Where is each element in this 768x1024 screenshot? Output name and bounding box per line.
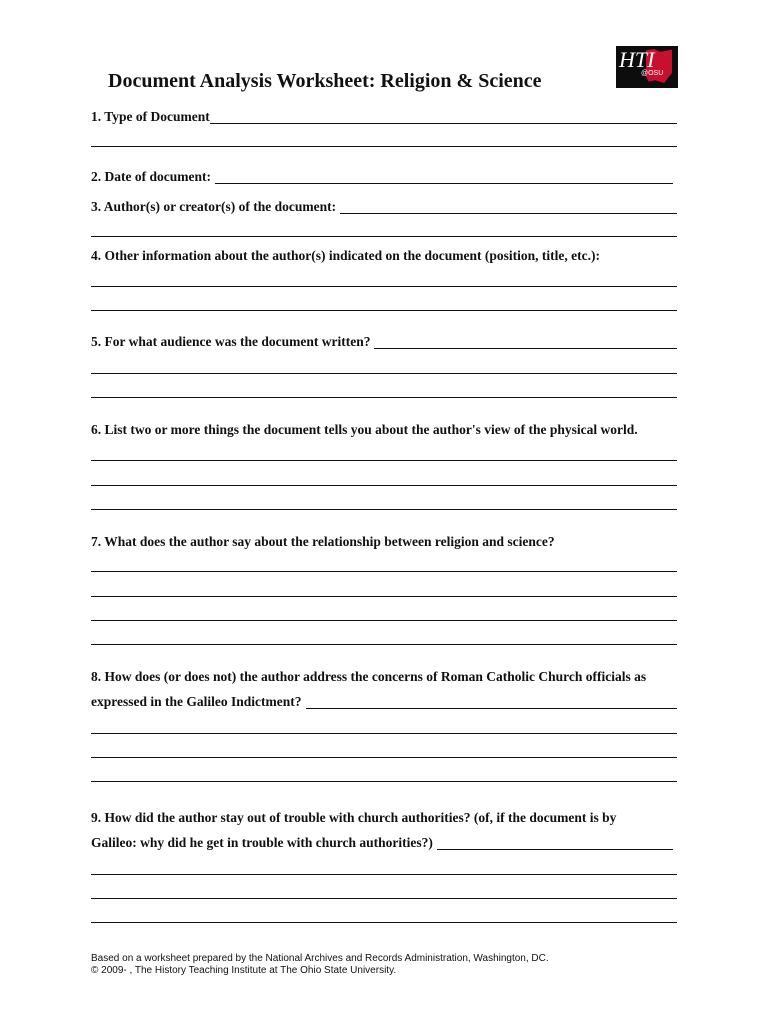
page-title: Document Analysis Worksheet: Religion & Science — [108, 70, 542, 92]
answer-line[interactable] — [91, 922, 677, 923]
answer-line[interactable] — [210, 110, 677, 124]
answer-line[interactable] — [340, 200, 677, 214]
question-5-label: 5. For what audience was the document written? — [91, 334, 371, 349]
answer-line[interactable] — [91, 373, 677, 374]
answer-line[interactable] — [215, 170, 673, 184]
question-3 — [91, 198, 677, 216]
answer-line[interactable] — [306, 695, 678, 709]
answer-line[interactable] — [91, 236, 677, 237]
answer-line[interactable] — [91, 898, 677, 899]
footer-credit: Based on a worksheet prepared by the National Archives and Records Administration, Washington, DC. — [91, 953, 549, 964]
question-9-line1: 9. How did the author stay out of trouble with church authorities? (of, if the document is by — [91, 810, 617, 825]
answer-line[interactable] — [91, 733, 677, 734]
question-8-label: expressed in the Galileo Indictment? — [91, 694, 302, 709]
answer-line[interactable] — [91, 286, 677, 287]
answer-line[interactable] — [91, 509, 677, 510]
question-9-line2 — [91, 834, 673, 852]
logo-text: HTI — [619, 47, 655, 72]
answer-line[interactable] — [91, 397, 677, 398]
question-2-label: 2. Date of document: — [91, 169, 211, 184]
question-3-label: 3. Author(s) or creator(s) of the document: — [91, 199, 337, 214]
hti-logo — [616, 46, 678, 88]
answer-line[interactable] — [91, 146, 677, 147]
answer-line[interactable] — [91, 644, 677, 645]
footer — [91, 953, 549, 977]
answer-line[interactable] — [91, 310, 677, 311]
answer-line[interactable] — [374, 335, 677, 349]
question-9-label: Galileo: why did he get in trouble with church authorities?) — [91, 835, 433, 850]
answer-line[interactable] — [91, 874, 677, 875]
question-8-line1: 8. How does (or does not) the author address the concerns of Roman Catholic Church officials as — [91, 669, 647, 684]
question-4: 4. Other information about the author(s) indicated on the document (position, title, etc.): — [91, 248, 600, 263]
answer-line[interactable] — [91, 460, 677, 461]
logo-subtext: @OSU — [641, 70, 664, 77]
question-7: 7. What does the author say about the relationship between religion and science? — [91, 534, 555, 549]
answer-line[interactable] — [91, 485, 677, 486]
answer-line[interactable] — [91, 757, 677, 758]
answer-line[interactable] — [91, 571, 677, 572]
question-1-label: 1. Type of Document — [91, 109, 210, 124]
question-2 — [91, 168, 673, 186]
question-6: 6. List two or more things the document tells you about the author's view of the physical world. — [91, 422, 638, 437]
answer-line[interactable] — [91, 781, 677, 782]
answer-line[interactable] — [437, 836, 673, 850]
answer-line[interactable] — [91, 596, 677, 597]
question-8-line2 — [91, 693, 677, 711]
footer-copyright: © 2009- , The History Teaching Institute at The Ohio State University. — [91, 965, 397, 976]
answer-line[interactable] — [91, 620, 677, 621]
question-5 — [91, 333, 677, 351]
question-1 — [91, 108, 677, 126]
